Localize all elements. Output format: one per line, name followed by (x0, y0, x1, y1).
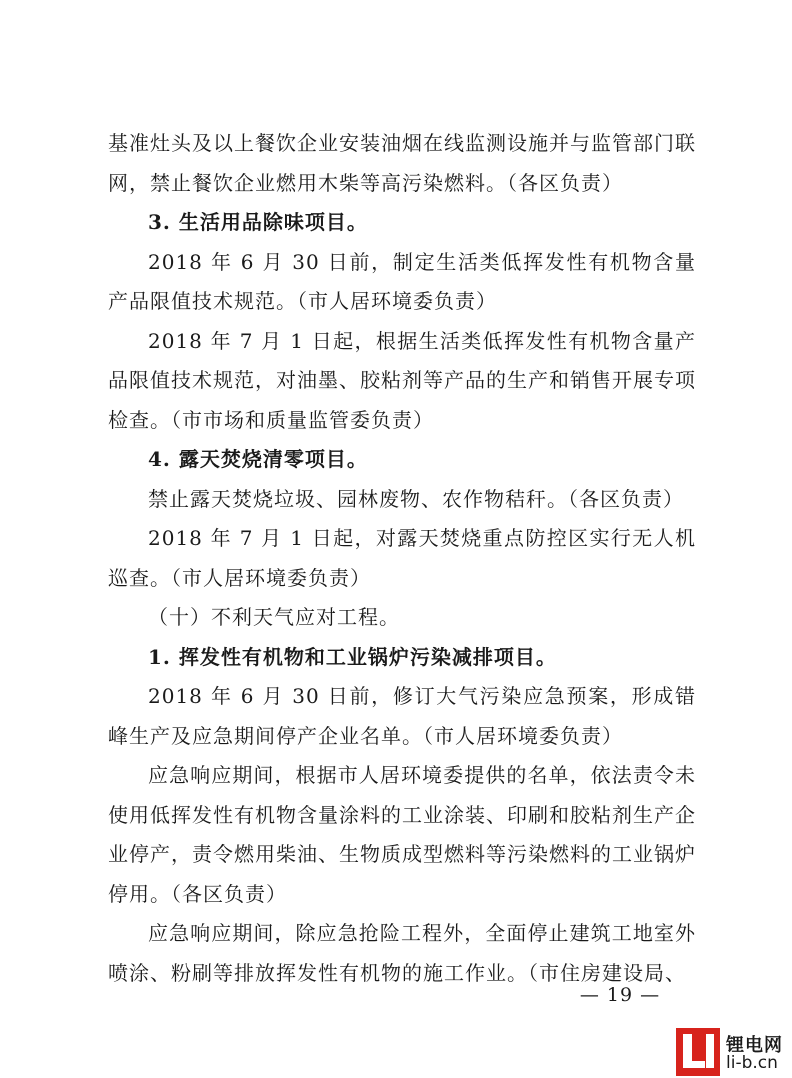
paragraph: 禁止露天焚烧垃圾、园林废物、农作物秸秆。（各区负责） (148, 486, 684, 511)
watermark-domain: li-b.cn (726, 1053, 778, 1073)
paragraph: 2018 年 7 月 1 日起，根据生活类低挥发性有机物含量产品限值技术规范，对油墨、胶粘剂等产品的生产和销售开展专项检查。（市市场和质量监管委负责） (108, 328, 696, 432)
paragraph: 应急响应期间，根据市人居环境委提供的名单，依法责令未使用低挥发性有机物含量涂料的工业涂装、印刷和胶粘剂生产企业停产，责令燃用柴油、生物质成型燃料等污染燃料的工业锅炉停用。（各区负责） (108, 763, 696, 906)
section-heading: 4. 露天焚烧清零项目。 (148, 447, 368, 471)
section-heading: 1. 挥发性有机物和工业锅炉污染减排项目。 (148, 644, 557, 669)
paragraph: 基准灶头及以上餐饮企业安装油烟在线监测设施并与监管部门联网，禁止餐饮企业燃用木柴等高污染燃料。（各区负责） (108, 131, 696, 195)
paragraph: 2018 年 6 月 30 日前，修订大气污染应急预案，形成错峰生产及应急期间停产企业名单。（市人居环境委负责） (108, 684, 696, 748)
watermark-site-name: 锂电网 (726, 1035, 783, 1056)
paragraph: 应急响应期间，除应急抢险工程外，全面停止建筑工地室外喷涂、粉刷等排放挥发性有机物的施工作业。（市住房建设局、 (108, 921, 696, 985)
paragraph: 2018 年 6 月 30 日前，制定生活类低挥发性有机物含量产品限值技术规范。（市人居环境委负责） (108, 249, 696, 313)
section-title: （十）不利天气应对工程。 (148, 605, 400, 629)
paragraph: 2018 年 7 月 1 日起，对露天焚烧重点防控区实行无人机巡查。（市人居环境委负责） (108, 526, 696, 590)
li-logo-icon (676, 1028, 720, 1076)
section-heading: 3. 生活用品除味项目。 (148, 210, 368, 234)
watermark (676, 1028, 792, 1078)
document-body (108, 124, 696, 993)
page-number: — 19 — (579, 984, 661, 1006)
